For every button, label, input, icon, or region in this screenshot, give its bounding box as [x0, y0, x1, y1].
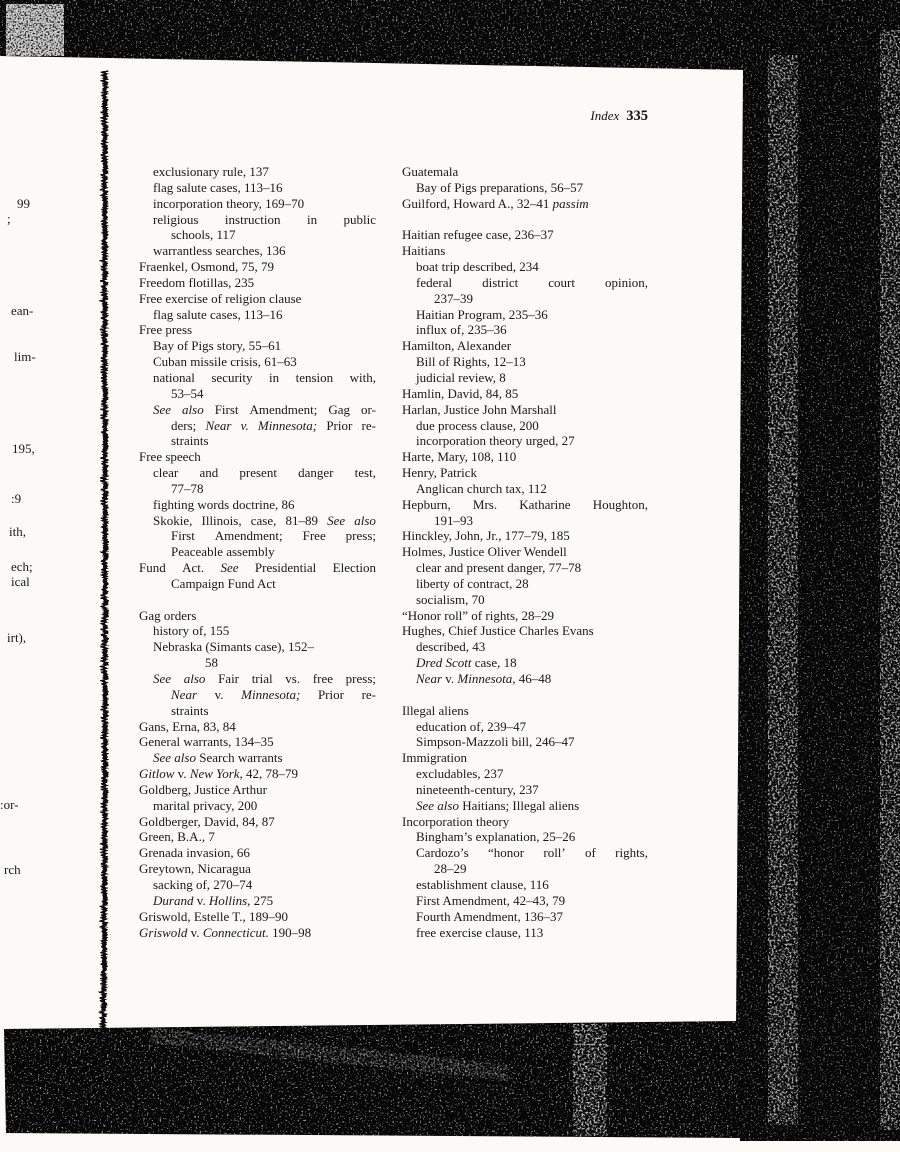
index-line: flag salute cases, 113–16 [153, 306, 283, 322]
index-line: Guilford, Howard A., 32–41 passim [402, 195, 589, 211]
index-line: 191–93 [434, 512, 473, 528]
page-header [402, 107, 648, 125]
index-line: Near v. Minnesota; Prior re- [171, 686, 376, 702]
index-line: “Honor roll” of rights, 28–29 [402, 607, 555, 623]
index-line: Simpson-Mazzoli bill, 246–47 [416, 734, 575, 750]
page-number: 335 [626, 108, 648, 124]
index-line: Goldberger, David, 84, 87 [139, 813, 275, 829]
index-line: First Amendment, 42–43, 79 [416, 892, 566, 908]
index-line: clear and present danger, 77–78 [416, 560, 582, 576]
index-line: 58 [205, 655, 218, 671]
index-line: Goldberg, Justice Arthur [139, 781, 267, 797]
index-line [402, 687, 648, 703]
index-line: Campaign Fund Act [171, 575, 276, 591]
index-line: Near v. Minnesota, 46–48 [416, 671, 552, 686]
index-line: influx of, 235–36 [416, 322, 507, 338]
index-line: Fund Act. See Presidential Election [139, 560, 376, 576]
index-line: See also Fair trial vs. free press; [153, 671, 376, 686]
index-line: liberty of contract, 28 [416, 575, 529, 591]
index-line: incorporation theory urged, 27 [416, 433, 575, 449]
index-line: Haitian refugee case, 236–37 [402, 227, 554, 243]
index-line: Illegal aliens [402, 702, 469, 718]
index-line: General warrants, 134–35 [139, 734, 274, 750]
index-line: Gitlow v. New York, 42, 78–79 [139, 766, 299, 782]
index-line: national security in tension with, [153, 369, 376, 385]
scan-corner-smudge [6, 4, 64, 56]
index-line: Gans, Erna, 83, 84 [139, 718, 236, 734]
margin-fragment: ith, [9, 524, 26, 539]
index-line: federal district court opinion, [416, 274, 648, 290]
index-line: boat trip described, 234 [416, 259, 539, 275]
index-line: Henry, Patrick [402, 465, 477, 481]
index-line: Haitians [402, 243, 446, 259]
index-line: Skokie, Illinois, case, 81–89 See also [153, 512, 376, 528]
index-line: Hinckley, John, Jr., 177–79, 185 [402, 528, 570, 544]
index-line: flag salute cases, 113–16 [153, 179, 283, 195]
index-column-left [139, 164, 376, 940]
index-line: 53–54 [171, 385, 204, 401]
index-line: Holmes, Justice Oliver Wendell [402, 544, 567, 560]
index-line: due process clause, 200 [416, 417, 539, 433]
index-line: marital privacy, 200 [153, 797, 258, 813]
index-line: Nebraska (Simants case), 152– [153, 639, 315, 655]
index-line: Harte, Mary, 108, 110 [402, 449, 517, 465]
index-line: See also First Amendment; Gag or- [153, 401, 376, 417]
index-line: Durand v. Hollins, 275 [153, 892, 274, 908]
index-line: judicial review, 8 [416, 369, 506, 385]
margin-fragment: ean- [11, 303, 34, 318]
index-line: excludables, 237 [416, 766, 504, 782]
index-line: Fourth Amendment, 136–37 [416, 908, 563, 924]
index-line: Harlan, Justice John Marshall [402, 401, 557, 417]
index-line: First Amendment; Free press; [171, 528, 376, 544]
index-line: Free press [139, 322, 193, 338]
scan-right-band [736, 0, 900, 1141]
index-line: exclusionary rule, 137 [153, 164, 269, 179]
scan-bottom-band [4, 1021, 741, 1138]
index-line: Hamilton, Alexander [402, 338, 512, 354]
index-line: Anglican church tax, 112 [416, 480, 547, 496]
margin-fragment: ical [11, 574, 30, 589]
index-line: Cuban missile crisis, 61–63 [153, 354, 297, 370]
index-line: described, 43 [416, 639, 486, 655]
index-line: ders; Near v. Minnesota; Prior re- [171, 417, 376, 433]
index-line: Free exercise of religion clause [139, 290, 302, 306]
index-line: Bay of Pigs story, 55–61 [153, 338, 282, 354]
index-line: Hamlin, David, 84, 85 [402, 385, 519, 401]
index-line: straints [171, 433, 209, 449]
margin-fragment: ech; [11, 559, 33, 574]
index-line: sacking of, 270–74 [153, 876, 253, 892]
index-line: 28–29 [434, 861, 467, 877]
index-line: Dred Scott case, 18 [416, 655, 517, 671]
index-line: straints [171, 702, 209, 718]
index-line: Immigration [402, 750, 467, 766]
index-line: Cardozo’s “honor roll’ of rights, [416, 845, 648, 861]
margin-fragment: ; [7, 211, 11, 226]
index-column-right [402, 164, 648, 940]
index-line: 77–78 [171, 480, 204, 496]
index-line: See also Search warrants [153, 750, 283, 766]
page-spine-edge [101, 68, 103, 1026]
margin-fragment: lim- [14, 349, 36, 364]
index-line: Guatemala [402, 164, 459, 179]
index-line: See also Haitians; Illegal aliens [416, 797, 580, 813]
index-line: Freedom flotillas, 235 [139, 274, 255, 290]
index-line: free exercise clause, 113 [416, 924, 544, 940]
margin-fragment: 99 [17, 196, 30, 211]
index-line: Bay of Pigs preparations, 56–57 [416, 179, 584, 195]
index-line: Hughes, Chief Justice Charles Evans [402, 623, 594, 639]
margin-fragment: irt), [7, 630, 27, 645]
margin-fragment: :9 [11, 491, 22, 506]
index-line: socialism, 70 [416, 591, 485, 607]
index-line: Free speech [139, 449, 201, 465]
margin-fragment: 195, [12, 441, 35, 456]
index-line [402, 212, 648, 228]
index-line: incorporation theory, 169–70 [153, 195, 305, 211]
index-line: Haitian Program, 235–36 [416, 306, 548, 322]
index-line: establishment clause, 116 [416, 876, 549, 892]
index-line: religious instruction in public [153, 211, 376, 227]
index-line: Greytown, Nicaragua [139, 861, 251, 877]
index-line: Green, B.A., 7 [139, 829, 215, 845]
index-line: Bill of Rights, 12–13 [416, 354, 526, 370]
index-line: fighting words doctrine, 86 [153, 496, 295, 512]
margin-fragment: :or- [0, 797, 19, 812]
index-line: Peaceable assembly [171, 544, 275, 560]
index-line: Bingham’s explanation, 25–26 [416, 829, 576, 845]
index-line: nineteenth-century, 237 [416, 781, 539, 797]
index-line: history of, 155 [153, 623, 230, 639]
index-label: Index [590, 108, 620, 123]
index-line: Griswold, Estelle T., 189–90 [139, 908, 289, 924]
index-line: Fraenkel, Osmond, 75, 79 [139, 259, 275, 275]
index-line: clear and present danger test, [153, 465, 376, 481]
index-line: Griswold v. Connecticut. 190–98 [139, 924, 312, 940]
margin-fragment: rch [4, 862, 21, 877]
index-line: Grenada invasion, 66 [139, 845, 250, 861]
index-line: Hepburn, Mrs. Katharine Houghton, [402, 496, 648, 512]
index-line: education of, 239–47 [416, 718, 527, 734]
index-line: warrantless searches, 136 [153, 243, 286, 259]
index-line [139, 592, 376, 608]
index-line: Gag orders [139, 607, 197, 623]
index-line: Incorporation theory [402, 813, 510, 829]
index-line: 237–39 [434, 290, 473, 306]
index-line: schools, 117 [171, 227, 236, 243]
